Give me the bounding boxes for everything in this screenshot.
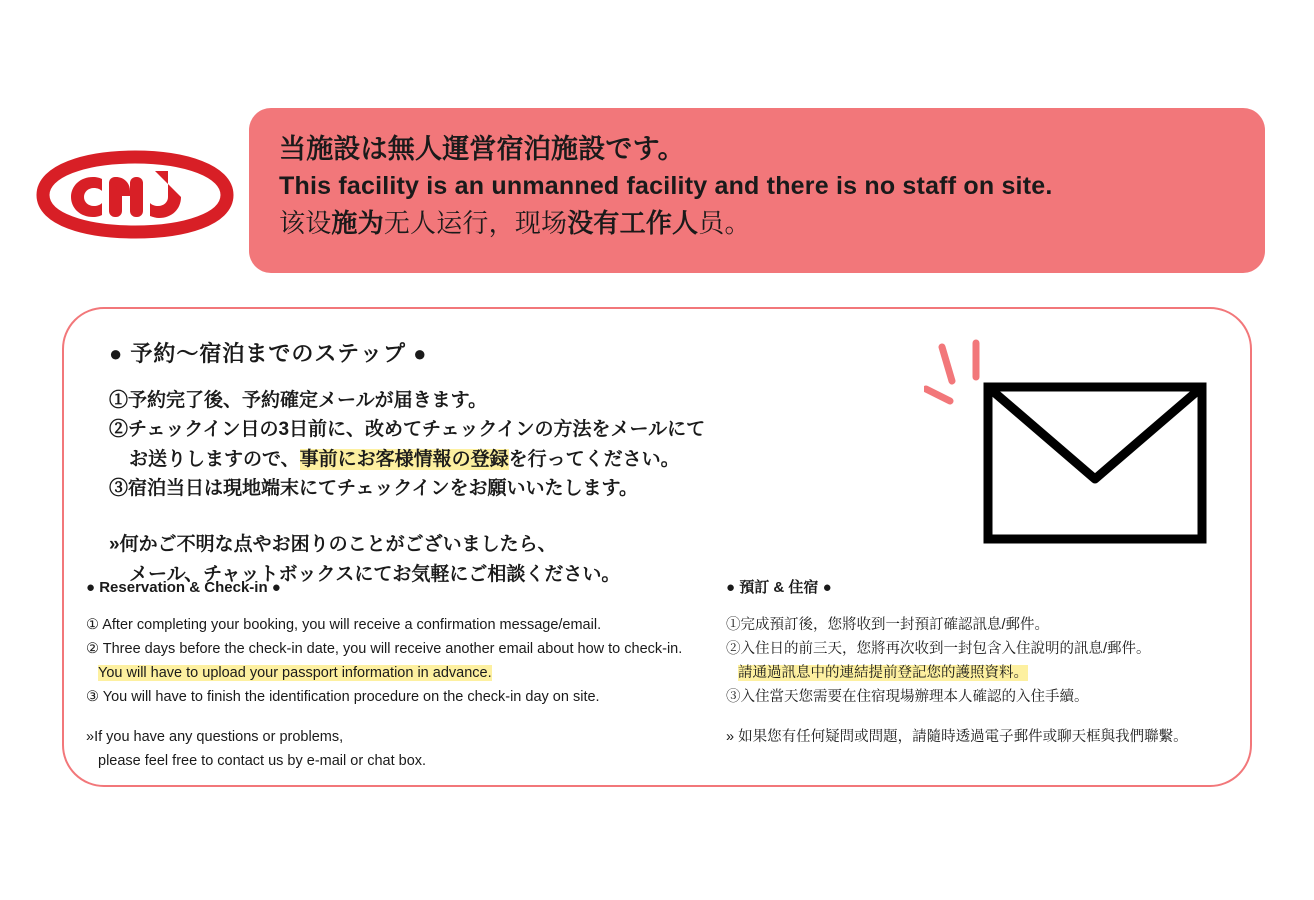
english-item-3: ③ You will have to finish the identification procedure on the check-in day on site. bbox=[86, 688, 600, 705]
chinese-note: » 如果您有任何疑問或問題，請隨時透過電子郵件或聊天框與我們聯繫。 bbox=[726, 728, 1188, 745]
banner-zh-seg4: 现场 bbox=[514, 207, 568, 238]
japanese-step-2-suffix: を行ってください。 bbox=[508, 448, 680, 470]
japanese-step-2-line2 bbox=[109, 445, 829, 474]
english-item-1: ① After completing your booking, you will receive a confirmation message/email. bbox=[86, 616, 602, 633]
steps-card bbox=[62, 307, 1252, 787]
japanese-section-title: ● 予約〜宿泊までのステップ ● bbox=[109, 341, 428, 366]
japanese-note-line1: »何かご不明な点やお困りのことがございましたら、 bbox=[109, 533, 557, 555]
header-banner-region bbox=[0, 95, 1314, 290]
english-note-line2: please feel free to contact us by e-mail or chat box. bbox=[98, 752, 427, 769]
english-item-2-highlight: You will have to upload your passport information in advance. bbox=[98, 664, 492, 681]
chinese-column bbox=[726, 577, 1246, 748]
english-column bbox=[86, 577, 726, 772]
japanese-step-2-line1: ②チェックイン日の3日前に、改めてチェックインの方法をメールにて bbox=[109, 419, 706, 441]
japanese-step-2-prefix: お送りしますので、 bbox=[129, 448, 300, 470]
chinese-item-2-highlight-wrap bbox=[726, 662, 1028, 684]
banner-text-japanese: 当施設は無人運営宿泊施設です。 bbox=[279, 134, 685, 164]
envelope-icon bbox=[924, 339, 1214, 554]
japanese-step-3: ③宿泊当日は現地端末にてチェックインをお願いいたします。 bbox=[109, 478, 638, 500]
brand-logo bbox=[35, 147, 235, 239]
chinese-item-2: ②入住日的前三天，您將再次收到一封包含入住說明的訊息/郵件。 bbox=[726, 640, 1151, 657]
chinese-item-2-highlight: 請通過訊息中的連結提前登記您的護照資料。 bbox=[738, 664, 1028, 681]
banner-zh-seg6: 员。 bbox=[698, 207, 751, 238]
banner-zh-seg5: 没有工作人 bbox=[567, 207, 699, 238]
english-spacer bbox=[86, 708, 726, 726]
japanese-note-line2: メール、チャットボックスにてお気軽にご相談ください。 bbox=[129, 564, 621, 586]
banner-zh-seg3: 无人运行， bbox=[383, 207, 515, 238]
banner-text-chinese bbox=[279, 205, 1237, 242]
japanese-step-1: ①予約完了後、予約確定メールが届きます。 bbox=[109, 390, 488, 411]
chinese-item-1: ①完成預訂後，您將收到一封預訂確認訊息/郵件。 bbox=[726, 616, 1050, 633]
english-item-2: ② Three days before the check-in date, you will receive another email about how to check-in. bbox=[86, 640, 683, 657]
sparkle-lines-icon bbox=[926, 343, 976, 401]
chinese-spacer bbox=[726, 708, 1246, 726]
chinese-section-title: ● 預訂 & 住宿 ● bbox=[726, 579, 832, 596]
english-item-2-highlight-wrap bbox=[86, 662, 492, 684]
japanese-step-2-highlight: 事前にお客様情報の登録 bbox=[299, 448, 509, 470]
banner-zh-seg1: 该设 bbox=[279, 207, 332, 238]
japanese-steps-block bbox=[109, 337, 829, 591]
english-section-title: ● Reservation & Check-in ● bbox=[86, 579, 281, 596]
unmanned-facility-banner bbox=[249, 108, 1265, 273]
banner-zh-seg2: 施为 bbox=[331, 207, 384, 238]
banner-text-english: This facility is an unmanned facility and there is no staff on site. bbox=[279, 172, 1053, 201]
chinese-item-3: ③入住當天您需要在住宿現場辦理本人確認的入住手續。 bbox=[726, 688, 1089, 705]
english-note-line1: »If you have any questions or problems, bbox=[86, 728, 344, 745]
